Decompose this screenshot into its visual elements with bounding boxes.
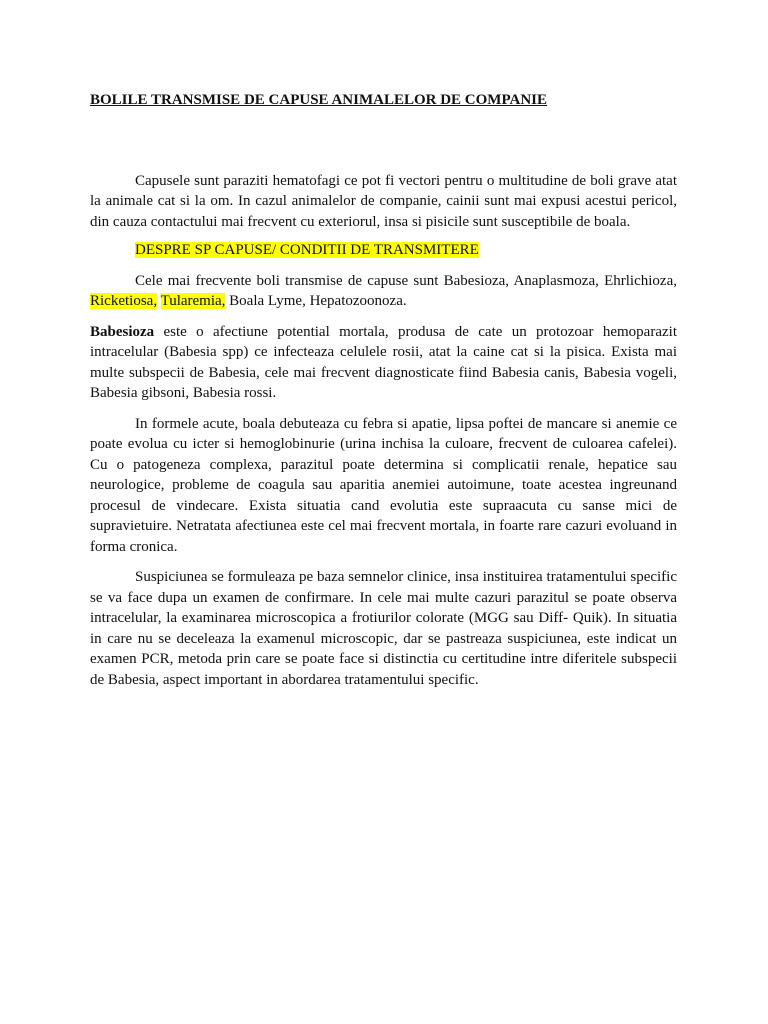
document-page [90, 90, 677, 690]
diseases-paragraph [90, 271, 677, 312]
intro-paragraph: Capusele sunt paraziti hematofagi ce pot fi vectori pentru o multitudine de boli grave atat la animale cat si la om. In cazul animalelor de companie, cainii sunt mai expusi acestui pericol, din cauza contactului mai frecvent cu exteriorul, insa si pisicile sunt susceptibile de boala. [90, 172, 677, 230]
diseases-suffix: Boala Lyme, Hepatozoonoza. [225, 293, 407, 309]
section-heading-paragraph [90, 240, 677, 261]
babesioza-term: Babesioza [90, 323, 155, 340]
diagnosis-paragraph: Suspiciunea se formuleaza pe baza semnelor clinice, insa instituirea tratamentului specific se va face dupa un examen de confirmare. In cele mai multe cazuri parazitul se poate observa intracelular, la examinarea microscopica a frotiurilor colorate (MGG sau Diff- Quik). In situatia in care nu se deceleaza la examenul microscopic, dar se pastreaza suspiciunea, este indicat un examen PCR, metoda prin care se poate face si distinctia cu certitudine intre diferitele subspecii de Babesia, aspect important in abordarea tratamentului specific. [90, 569, 677, 688]
babesioza-text: este o afectiune potential mortala, produsa de cate un protozoar hemoparazit intracelular (Babesia spp) ce infecteaza celulele rosii, atat la caine cat si la pisica. Exista mai multe subspecii de Babesia, cele mai frecvent diagnosticate fiind Babesia canis, Babesia vogeli, Babesia gibsoni, Babesia rossi. [90, 323, 677, 401]
highlight-tularemia: Tularemia, [160, 293, 226, 309]
section-heading: DESPRE SP CAPUSE/ CONDITII DE TRANSMITERE [135, 242, 479, 258]
babesioza-paragraph [90, 322, 677, 404]
highlight-ricketiosa: Ricketiosa, [90, 293, 158, 309]
diseases-prefix: Cele mai frecvente boli transmise de capuse sunt Babesioza, Anaplasmoza, Ehrlichioza, [135, 272, 677, 289]
document-title: BOLILE TRANSMISE DE CAPUSE ANIMALELOR DE COMPANIE [90, 92, 548, 108]
acute-forms-paragraph: In formele acute, boala debuteaza cu febra si apatie, lipsa poftei de mancare si anemie ce poate evolua cu icter si hemoglobinurie (urina inchisa la culoare, frecvent de culoarea cafelei). Cu o patogeneza complexa, parazitul poate determina si complicatii renale, hepatice sau neurologice, probleme de coagula sau aparitia anemiei autoimune, toate acestea ingreunand procesul de vindecare. Exista situatia cand evolutia este supraacuta cu sanse mici de supravietuire. Netratata afectiunea este cel mai frecvent mortala, in foarte rare cazuri evoluand in forma cronica. [90, 415, 677, 555]
